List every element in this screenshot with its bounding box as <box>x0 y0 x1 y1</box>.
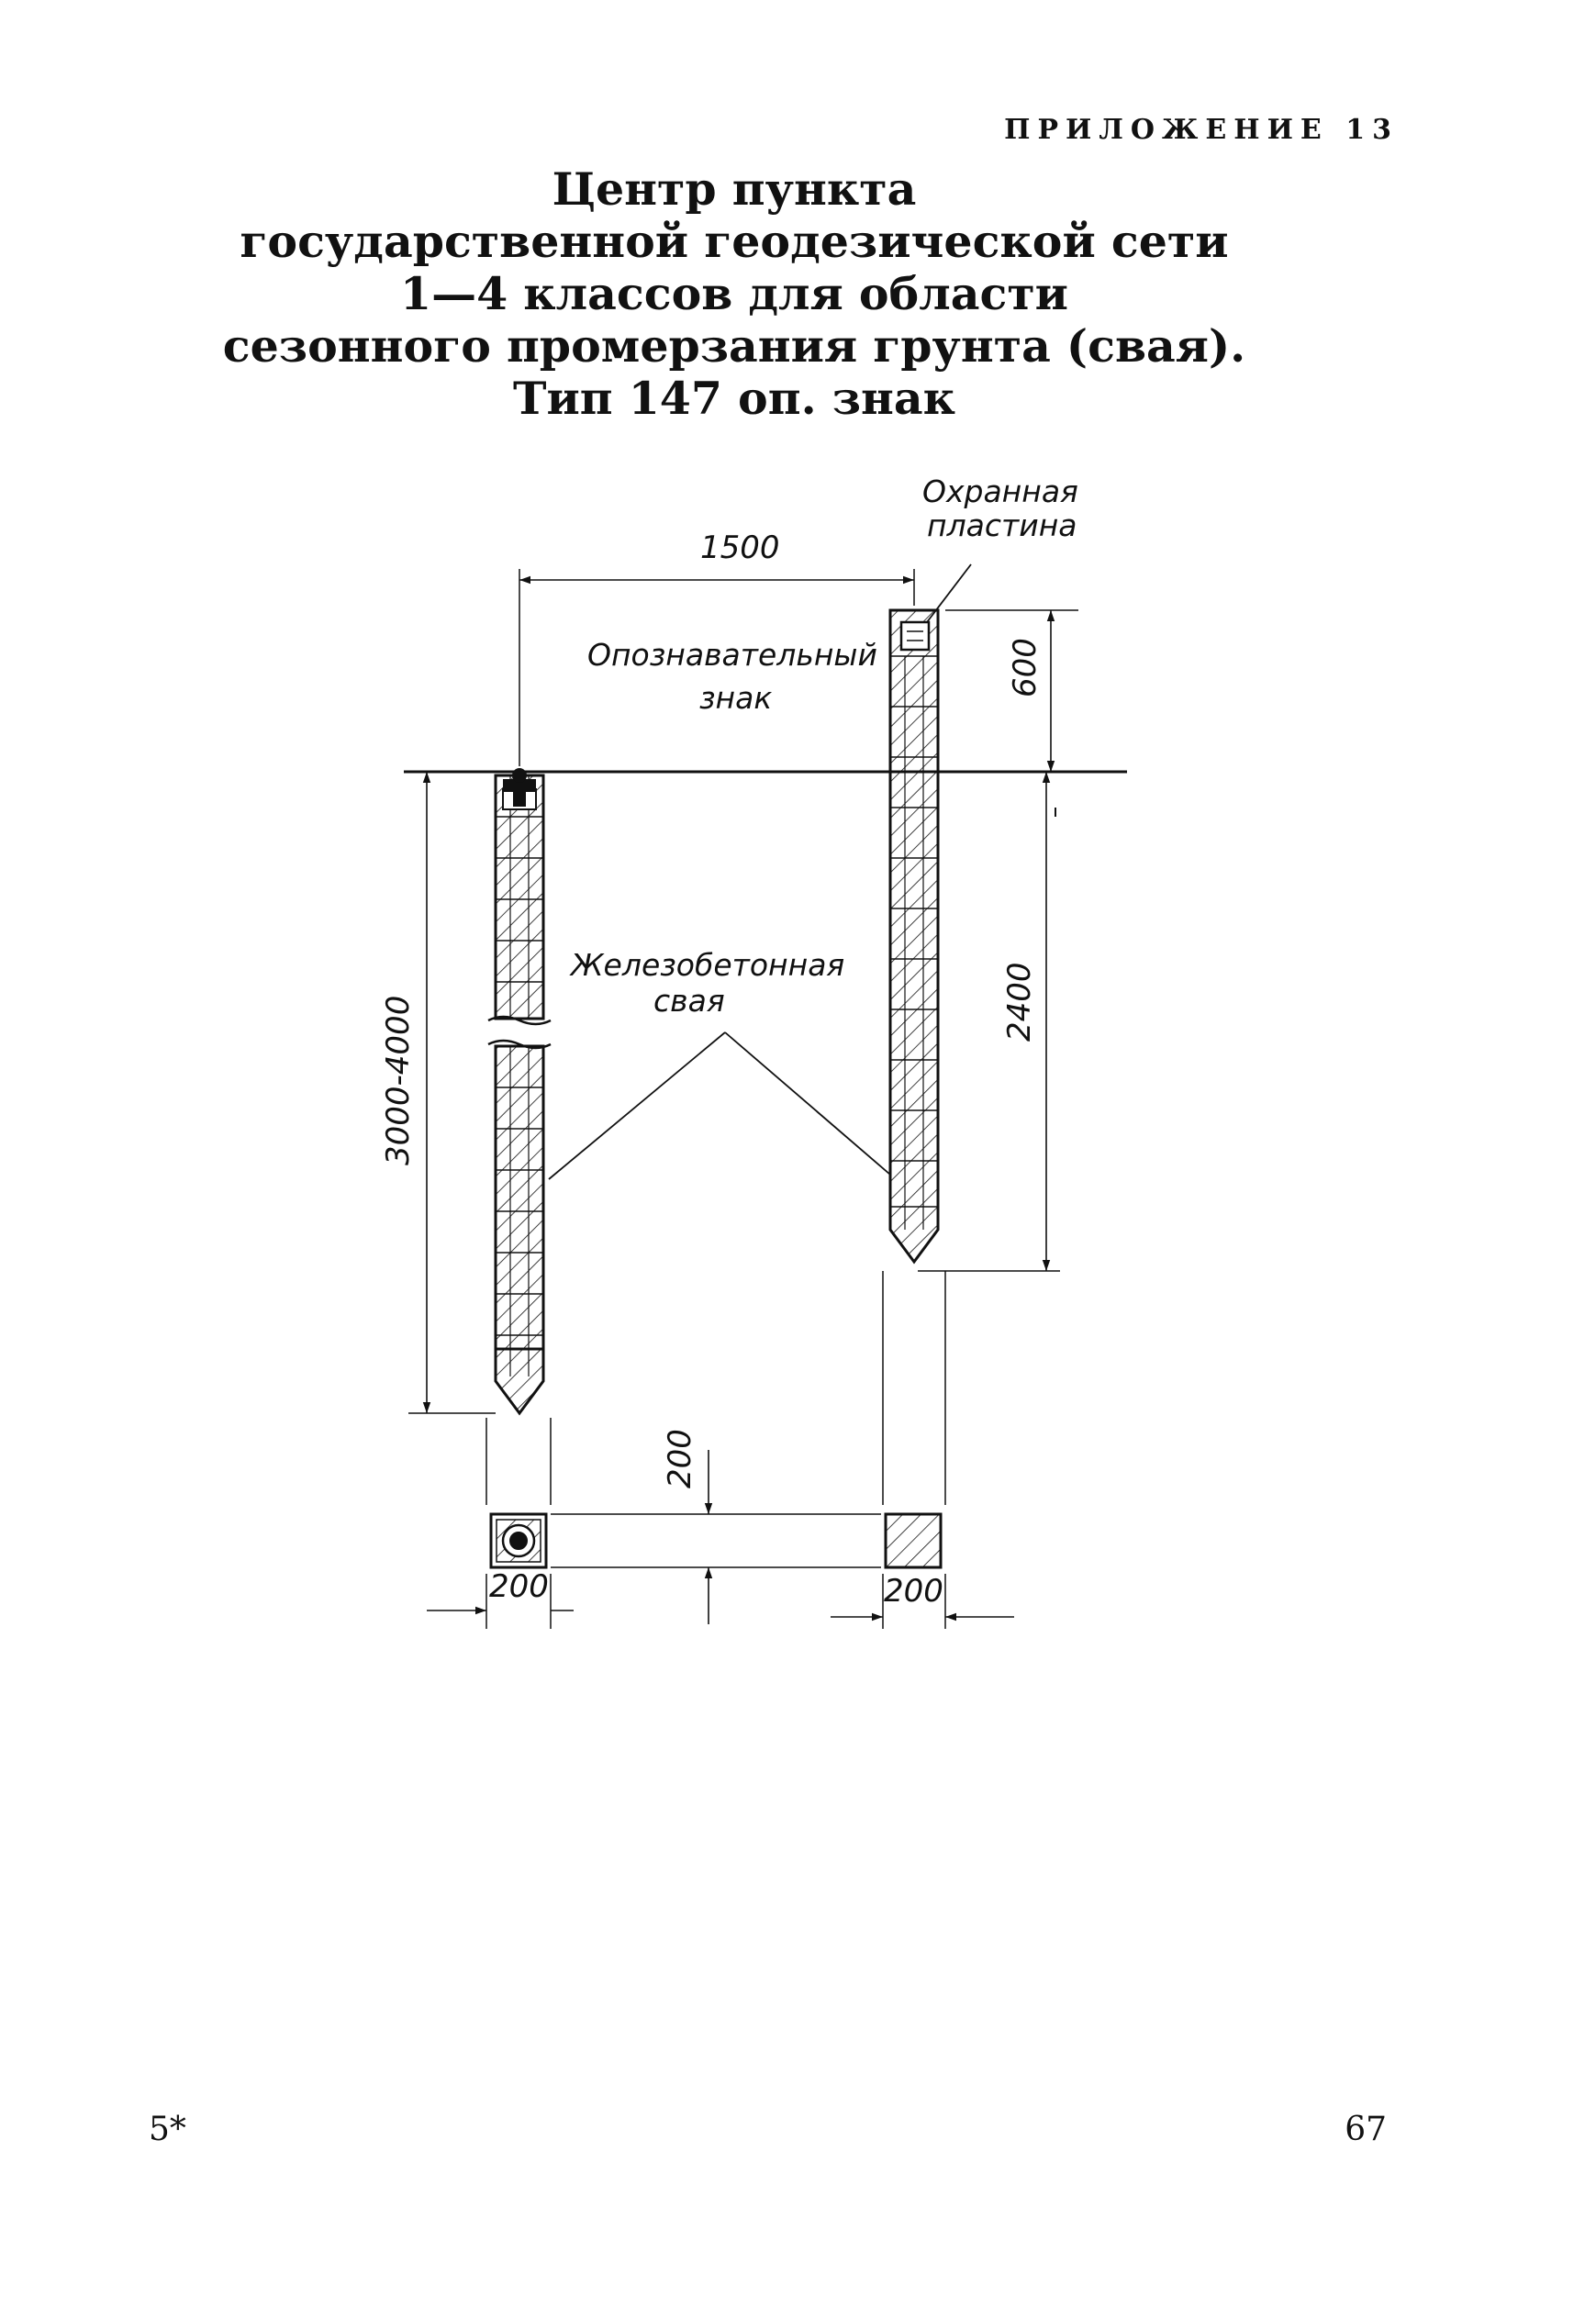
dim-above-ground: 600 <box>1007 638 1044 697</box>
dim-gap: 200 <box>662 1429 698 1488</box>
id-sign-label-1: Опознавательный <box>587 637 877 673</box>
right-pile-section <box>886 1514 941 1567</box>
left-pile <box>488 775 551 1413</box>
pile-label-2: свая <box>653 983 725 1019</box>
appendix-label: ПРИЛОЖЕНИЕ 13 <box>1004 114 1399 146</box>
page-number: 67 <box>1345 2111 1387 2148</box>
signature-mark: 5* <box>149 2111 186 2148</box>
dim-section-right: 200 <box>884 1573 943 1610</box>
dim-below-ground: 2400 <box>1001 962 1038 1042</box>
guard-plate-label-2: пластина <box>927 507 1077 543</box>
pile-label-1: Железобетонная <box>571 947 845 983</box>
right-pile <box>890 610 938 1262</box>
dim-spacing: 1500 <box>700 529 780 566</box>
guard-plate-icon <box>901 622 929 650</box>
dim-section-left: 200 <box>489 1568 549 1605</box>
title-line-1: Центр пункта <box>552 162 917 216</box>
guard-plate-label-1: Охранная <box>922 474 1078 509</box>
title-line-3: 1—4 классов для области <box>399 267 1069 320</box>
title-line-4: сезонного промерзания грунта (свая). <box>222 319 1246 373</box>
id-sign-label-2: знак <box>699 680 773 716</box>
dim-pile-length: 3000-4000 <box>380 995 417 1165</box>
title-line-5: Тип 147 оп. знак <box>512 372 955 425</box>
left-pile-section <box>491 1514 546 1567</box>
title-line-2: государственной геодезической сети <box>240 215 1229 268</box>
